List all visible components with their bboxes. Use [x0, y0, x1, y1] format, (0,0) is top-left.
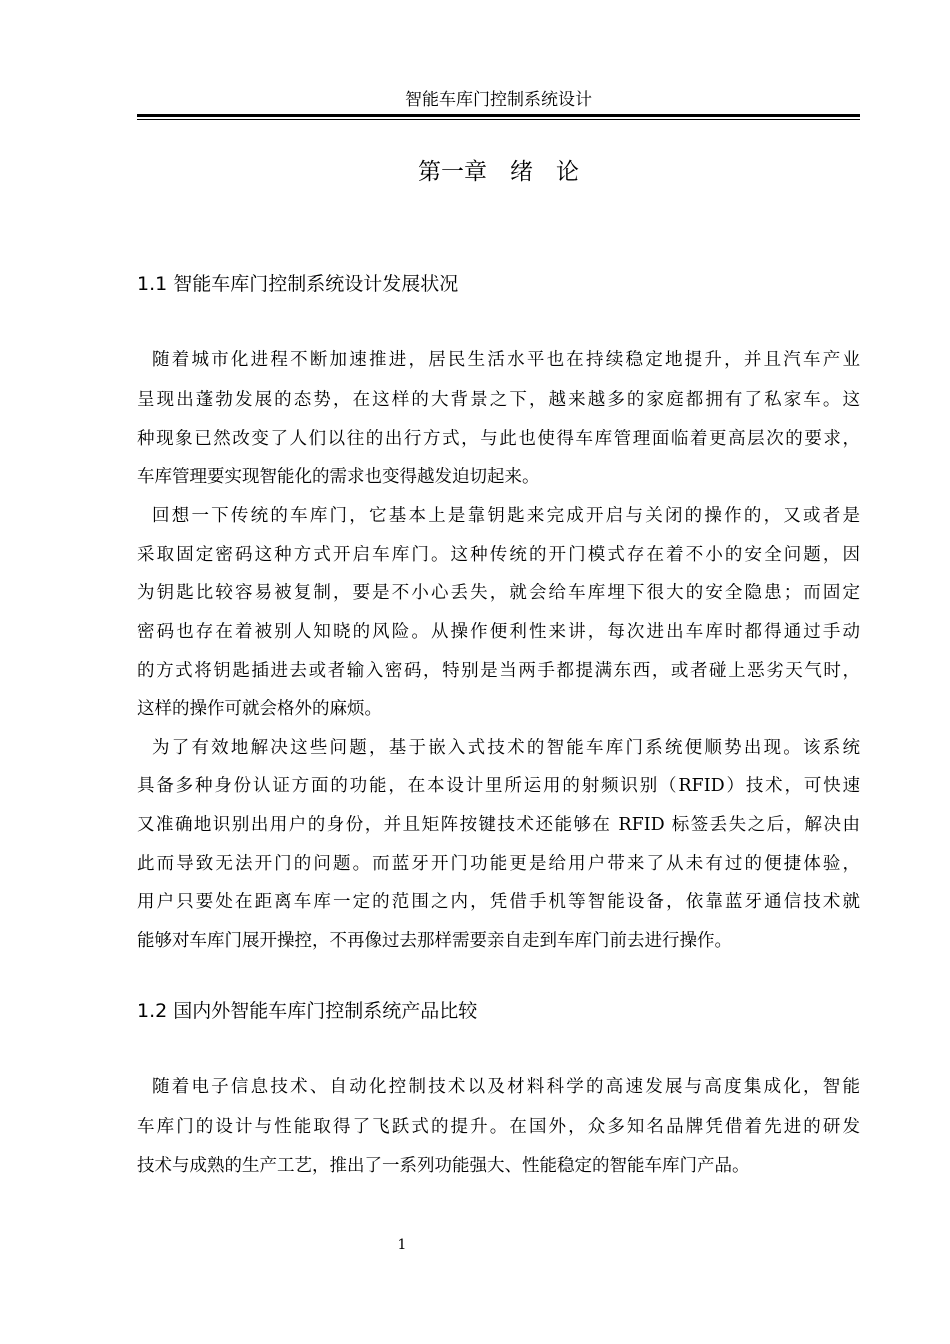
header-rule-thin [137, 119, 860, 120]
paragraph-line: 此而导致无法开门的问题。而蓝牙开门功能更是给用户带来了从未有过的便捷体验， [137, 854, 860, 874]
page-header-title: 智能车库门控制系统设计 [405, 90, 592, 110]
chapter-title: 第一章 绪 论 [418, 159, 579, 185]
paragraph-line: 呈现出蓬勃发展的态势，在这样的大背景之下，越来越多的家庭都拥有了私家车。这 [137, 390, 860, 410]
paragraph-line: 车库管理要实现智能化的需求也变得越发迫切起来。 [137, 467, 540, 487]
page-number: 1 [397, 1237, 407, 1253]
paragraph-line: 具备多种身份认证方面的功能，在本设计里所运用的射频识别（RFID）技术，可快速 [137, 776, 860, 796]
section-heading-1-1: 1.1 智能车库门控制系统设计发展状况 [137, 273, 459, 295]
paragraph-line: 能够对车库门展开操控，不再像过去那样需要亲自走到车库门前去进行操作。 [137, 931, 732, 951]
paragraph-line: 为了有效地解决这些问题，基于嵌入式技术的智能车库门系统便顺势出现。该系统 [152, 738, 860, 758]
paragraph-line: 的方式将钥匙插进去或者输入密码，特别是当两手都提满东西，或者碰上恶劣天气时， [137, 661, 860, 681]
paragraph-line: 又准确地识别出用户的身份，并且矩阵按键技术还能够在 RFID 标签丢失之后，解决由 [137, 815, 860, 835]
section-heading-1-2: 1.2 国内外智能车库门控制系统产品比较 [137, 1000, 478, 1022]
paragraph-line: 技术与成熟的生产工艺，推出了一系列功能强大、性能稳定的智能车库门产品。 [137, 1156, 750, 1176]
paragraph-line: 用户只要处在距离车库一定的范围之内，凭借手机等智能设备，依靠蓝牙通信技术就 [137, 892, 860, 912]
paragraph-line: 这样的操作可就会格外的麻烦。 [137, 699, 382, 719]
paragraph-line: 回想一下传统的车库门，它基本上是靠钥匙来完成开启与关闭的操作的，又或者是 [152, 506, 860, 526]
paragraph-line: 随着电子信息技术、自动化控制技术以及材料科学的高速发展与高度集成化，智能 [152, 1077, 860, 1097]
paragraph-line: 随着城市化进程不断加速推进，居民生活水平也在持续稳定地提升，并且汽车产业 [152, 350, 860, 370]
paragraph-line: 种现象已然改变了人们以往的出行方式，与此也使得车库管理面临着更高层次的要求， [137, 429, 860, 449]
paragraph-line: 密码也存在着被别人知晓的风险。从操作便利性来讲，每次进出车库时都得通过手动 [137, 622, 860, 642]
paragraph-line: 为钥匙比较容易被复制，要是不小心丢失，就会给车库埋下很大的安全隐患；而固定 [137, 583, 860, 603]
paragraph-line: 采取固定密码这种方式开启车库门。这种传统的开门模式存在着不小的安全问题，因 [137, 545, 860, 565]
header-rule-thick [137, 114, 860, 117]
paragraph-line: 车库门的设计与性能取得了飞跃式的提升。在国外，众多知名品牌凭借着先进的研发 [137, 1117, 860, 1137]
